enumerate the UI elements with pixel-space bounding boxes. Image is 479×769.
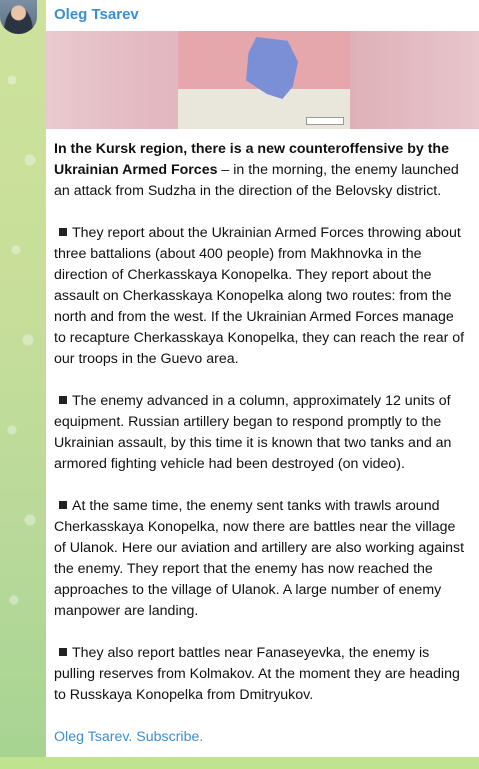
- author-name[interactable]: Oleg Tsarev: [54, 6, 139, 23]
- footer-paragraph: [54, 727, 469, 748]
- lead-text: – in the morning, the enemy launched an attack from Sudzha in the direction of the Belovsky district.: [54, 162, 459, 199]
- paragraph-2: [54, 391, 469, 475]
- lead-paragraph: [54, 139, 469, 202]
- paragraph-3-text: At the same time, the enemy sent tanks with trawls around Cherkasskaya Konopelka, now there are battles near the village of Ulanok. Here our aviation and artillery are also working against the enemy. They report that the enemy has now reached the approaches to the village of Ulanok. A large number of enemy manpower are landing.: [54, 498, 465, 619]
- message-text: [54, 139, 469, 769]
- map-scale-bar: [306, 117, 344, 125]
- paragraph-1: [54, 223, 469, 370]
- black-square-icon: [59, 501, 67, 509]
- black-square-icon: [59, 648, 67, 656]
- paragraph-4: [54, 643, 469, 706]
- black-square-icon: [59, 396, 67, 404]
- message-image[interactable]: [46, 31, 479, 129]
- message-bubble: [46, 0, 479, 757]
- author-avatar[interactable]: [0, 0, 37, 34]
- paragraph-1-text: They report about the Ukrainian Armed Forces throwing about three battalions (about 400 people) from Makhnovka in the direction of Cherkasskaya Konopelka. They report about the assault on Cherkasskaya Konopelka along two routes: from the north and from the west. If the Ukrainian Armed Forces manage to recapture Cherkasskaya Konopelka, they can reach the rear of our troops in the Guevo area.: [54, 225, 465, 367]
- subscribe-link[interactable]: Oleg Tsarev. Subscribe.: [54, 729, 204, 745]
- paragraph-3: [54, 496, 469, 622]
- chat-wallpaper: [0, 0, 46, 757]
- black-square-icon: [59, 228, 67, 236]
- paragraph-2-text: The enemy advanced in a column, approximately 12 units of equipment. Russian artillery began to respond promptly to the Ukrainian assault, by this time it is known that two tanks and an armored fighting vehicle had been destroyed (on video).: [54, 393, 452, 472]
- paragraph-4-text: They also report battles near Fanaseyevka, the enemy is pulling reserves from Kolmakov. At the moment they are heading to Russkaya Konopelka from Dmitryukov.: [54, 645, 460, 703]
- map-image: [178, 31, 350, 129]
- lead-bold-text: In the Kursk region, there is a new counteroffensive by the Ukrainian Armed Forces: [54, 141, 449, 178]
